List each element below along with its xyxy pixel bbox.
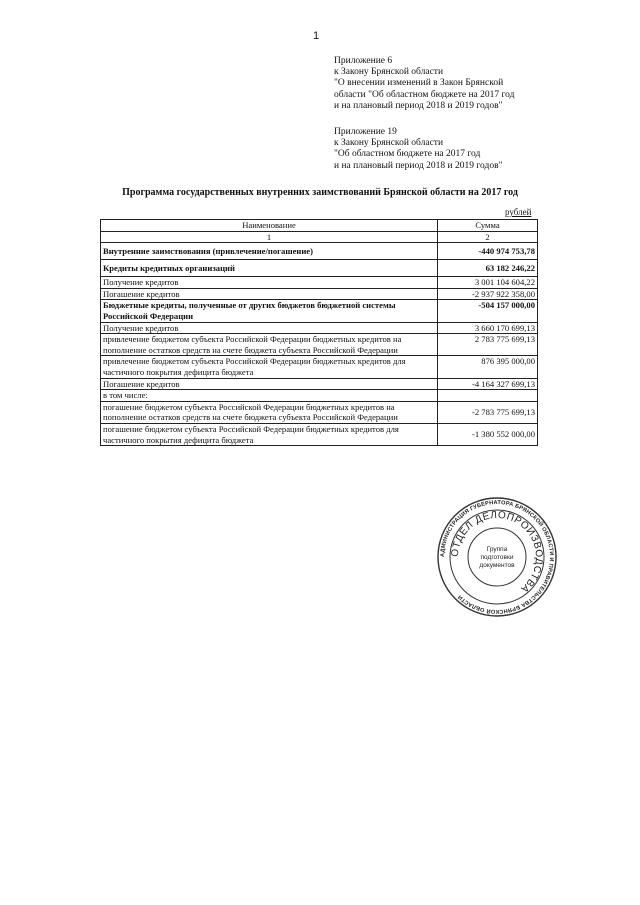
- stamp-center-line: документов: [479, 562, 515, 569]
- stamp-ring-text: ОТДЕЛ ДЕЛОПРОИЗВОДСТВА: [449, 509, 545, 595]
- row-amount-cell: -440 974 753,78: [438, 243, 538, 260]
- row-amount-cell: 63 182 246,22: [438, 260, 538, 277]
- appendix-6-line: к Закону Брянской области: [334, 67, 444, 78]
- row-name-cell: Получение кредитов: [101, 322, 438, 334]
- appendix-6-line: области "Об областном бюджете на 2017 год: [334, 89, 515, 100]
- document-title: Программа государственных внутренних заимствований Брянской области на 2017 год: [122, 187, 518, 198]
- column-header-amount: Сумма: [438, 220, 538, 232]
- row-name-cell: привлечение бюджетом субъекта Российской Федерации бюджетных кредитов для частичного покрытия дефицита бюджета: [101, 356, 438, 378]
- row-name-cell: в том числе:: [101, 390, 438, 402]
- row-name-cell: привлечение бюджетом субъекта Российской Федерации бюджетных кредитов на пополнение остатков средств на счете бюджета субъекта Российской Федерации: [101, 334, 438, 356]
- row-amount-cell: [438, 390, 538, 402]
- row-amount-cell: -504 157 000,00: [438, 300, 538, 322]
- row-name-cell: погашение бюджетом субъекта Российской Федерации бюджетных кредитов на пополнение остатков средств на счете бюджета субъекта Российской Федерации: [101, 401, 438, 423]
- appendix-6-line: Приложение 6: [334, 56, 393, 66]
- appendix-19-line: к Закону Брянской области: [334, 138, 444, 149]
- row-amount-cell: 876 395 000,00: [438, 356, 538, 378]
- table-row: [101, 378, 538, 390]
- column-number-2: 2: [438, 231, 538, 243]
- row-name-cell: Внутренние заимствования (привлечение/погашение): [101, 243, 438, 260]
- table-row: [101, 390, 538, 402]
- table-header-row: [101, 220, 538, 232]
- stamp-outer-text: АДМИНИСТРАЦИЯ ГУБЕРНАТОРА БРЯНСКОЙ ОБЛАСТИ И ПРАВИТЕЛЬСТВА БРЯНСКОЙ ОБЛАСТИ: [439, 499, 555, 615]
- table-row: [101, 260, 538, 277]
- table-row: [101, 423, 538, 445]
- column-header-name: Наименование: [101, 220, 438, 232]
- table-row: [101, 356, 538, 378]
- appendix-19-line: и на плановый период 2018 и 2019 годов": [334, 160, 503, 171]
- row-amount-cell: -4 164 327 699,13: [438, 378, 538, 390]
- table-row: [101, 401, 538, 423]
- row-amount-cell: 3 001 104 604,22: [438, 277, 538, 289]
- row-name-cell: Бюджетные кредиты, полученные от других бюджетов бюджетной системы Российской Федерации: [101, 300, 438, 322]
- table-row: [101, 322, 538, 334]
- row-name-cell: Погашение кредитов: [101, 378, 438, 390]
- page-number: 1: [313, 30, 320, 42]
- units-label: рублей: [505, 207, 532, 217]
- table-row: [101, 288, 538, 300]
- table-row: [101, 300, 538, 322]
- row-name-cell: Получение кредитов: [101, 277, 438, 289]
- office-stamp: [436, 496, 558, 618]
- stamp-center-line: подготовки: [480, 554, 514, 561]
- row-name-cell: погашение бюджетом субъекта Российской Федерации бюджетных кредитов для частичного покрытия дефицита бюджета: [101, 423, 438, 445]
- borrowing-table: [100, 219, 538, 446]
- stamp-center-line: Группа: [486, 546, 508, 553]
- row-amount-cell: -2 783 775 699,13: [438, 401, 538, 423]
- row-amount-cell: -1 380 552 000,00: [438, 423, 538, 445]
- appendix-19-line: Приложение 19: [334, 127, 397, 137]
- table-row: [101, 243, 538, 260]
- row-name-cell: Кредиты кредитных организаций: [101, 260, 438, 277]
- table-row: [101, 277, 538, 289]
- table-column-numbers-row: [101, 231, 538, 243]
- appendix-6-line: и на плановый период 2018 и 2019 годов": [334, 100, 503, 111]
- row-amount-cell: 3 660 170 699,13: [438, 322, 538, 334]
- appendix-19-line: "Об областном бюджете на 2017 год: [334, 149, 481, 160]
- row-name-cell: Погашение кредитов: [101, 288, 438, 300]
- appendix-19-header: [334, 127, 502, 172]
- column-number-1: 1: [101, 231, 438, 243]
- row-amount-cell: 2 783 775 699,13: [438, 334, 538, 356]
- appendix-6-header: [334, 56, 515, 112]
- table-row: [101, 334, 538, 356]
- appendix-6-line: "О внесении изменений в Закон Брянской: [334, 78, 504, 89]
- row-amount-cell: -2 937 922 358,00: [438, 288, 538, 300]
